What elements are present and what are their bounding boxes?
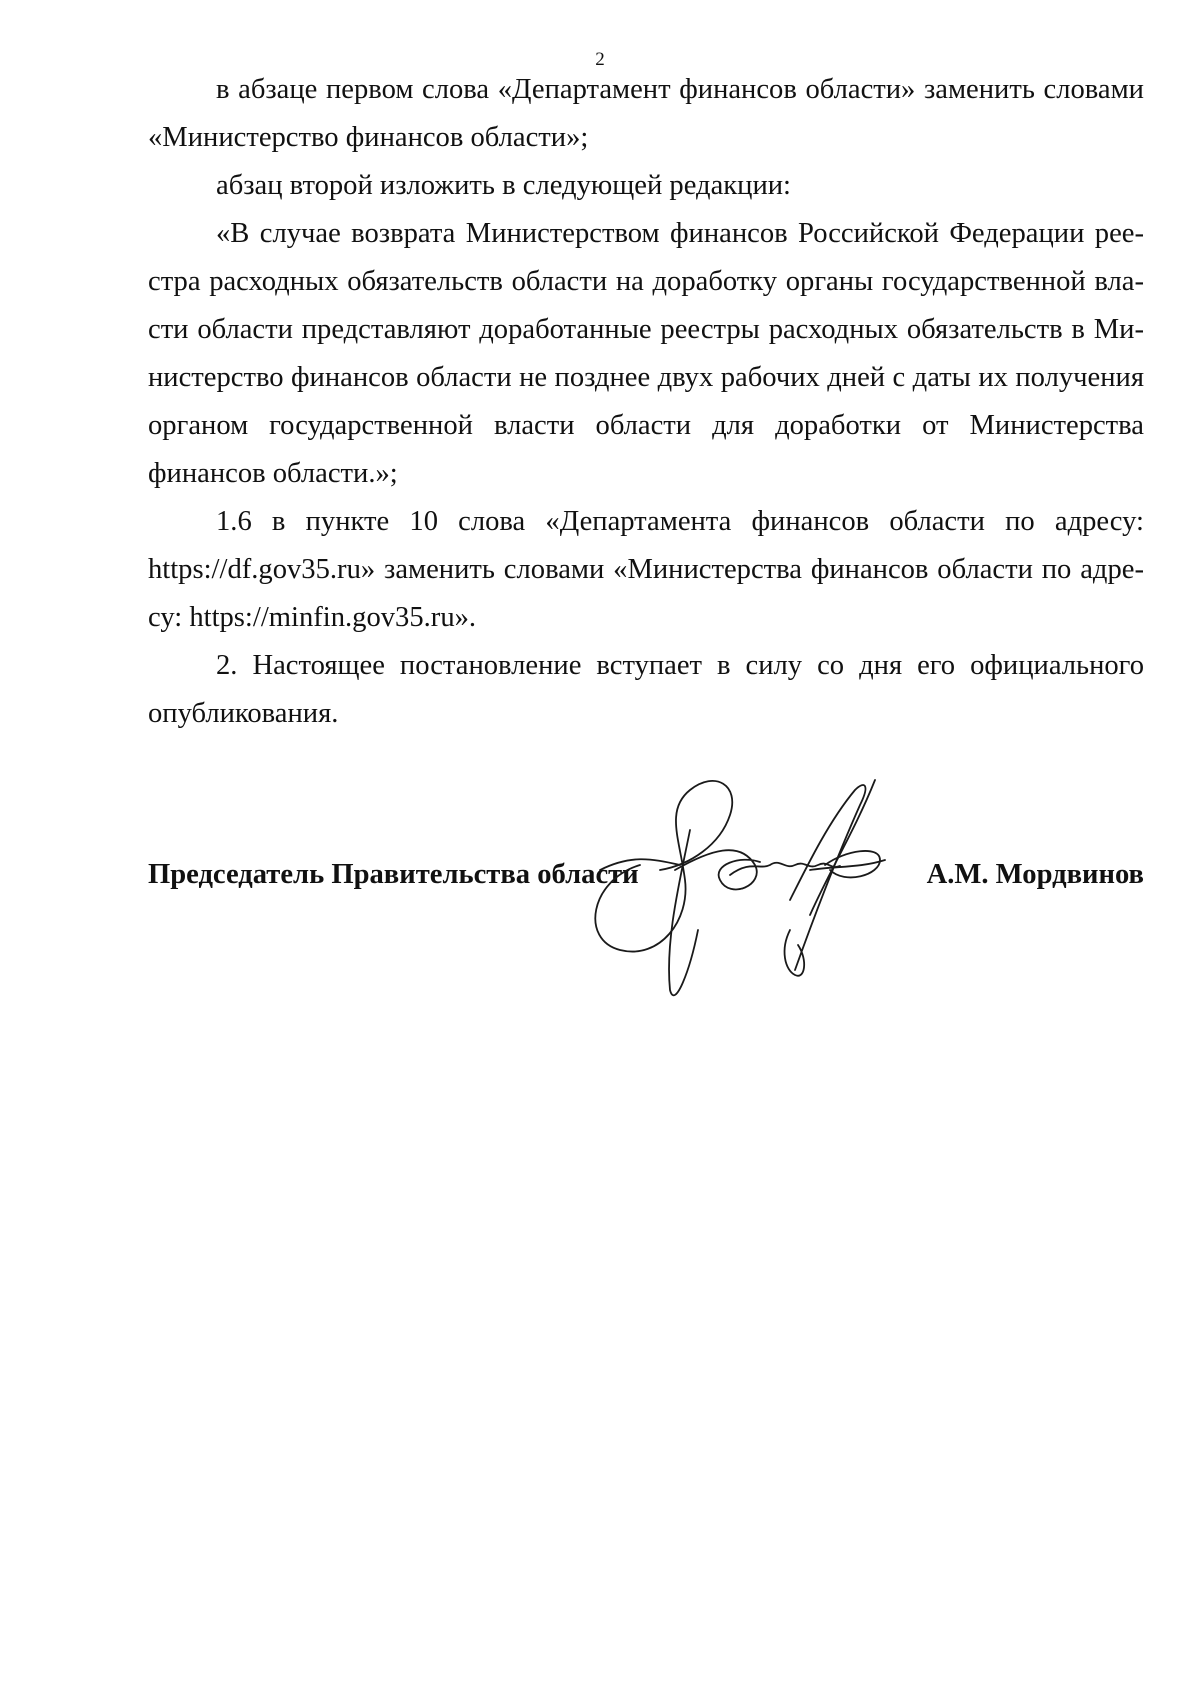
signatory-name: А.М. Мордвинов	[926, 859, 1144, 890]
paragraph-5: 2. Настоящее постановление вступает в силу со дня его официального опубликования.	[148, 650, 1144, 729]
paragraph-4: 1.6 в пункте 10 слова «Департамента финансов области по адресу: https://df.gov35.ru» заменить словами «Министерства финансов области по адресу: https://minfin.gov35.ru».	[148, 506, 1144, 633]
signatory-title: Председатель Правительства области	[148, 859, 639, 890]
paragraph-1: в абзаце первом слова «Департамент финансов области» заменить словами «Министерство финансов области»;	[148, 74, 1144, 153]
handwritten-signature-icon	[580, 770, 940, 1000]
paragraph-3: «В случае возврата Министерством финансов Российской Федерации реестра расходных обязательств области на доработку органы государственной власти области представляют доработанные реестры расходных обязательств в Министерство финансов области не позднее двух рабочих дней с даты их получения органом государственной власти области для доработки от Министерства финансов области.»;	[148, 218, 1144, 489]
paragraph-2: абзац второй изложить в следующей редакции:	[216, 170, 792, 201]
page-number: 2	[595, 49, 605, 70]
document-body	[148, 66, 1144, 738]
